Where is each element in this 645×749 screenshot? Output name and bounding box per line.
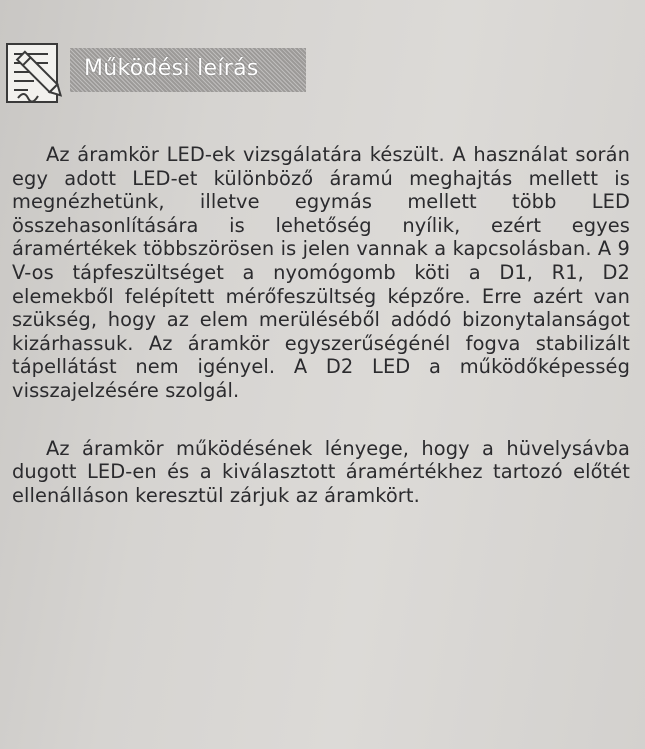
section-title: Működési leírás xyxy=(84,56,259,81)
section-header xyxy=(4,38,304,106)
paragraph-1: Az áramkör LED-ek vizsgálatára készült. A használat során egy adott LED-et különböző áramú meghajtás mellett is megnézhetünk, illetve egymás mellett több LED összehasonlítására is lehetőség nyílik, ezért egyes áramértékek többszörösen is jelen vannak a kapcsolásban. A 9 V-os tápfeszültséget a nyomógomb köti a D1, R1, D2 elemekből felépített mérőfeszültség képzőre. Erre azért van szükség, hogy az elem merüléséből adódó bizonytalanságot kizárhassuk. Az áramkör egyszerűségénél fogva stabilizált tápellátást nem igényel. A D2 LED a működőképesség visszajelzésére szolgál. xyxy=(12,143,630,402)
notepad-pencil-icon xyxy=(4,38,74,106)
paragraph-2: Az áramkör működésének lényege, hogy a hüvelysávba dugott LED-en és a kiválasztott áramértékhez tartozó előtét ellenálláson keresztül zárjuk az áramkört. xyxy=(12,436,630,507)
section-title-bar xyxy=(70,48,306,92)
body-text xyxy=(12,143,630,507)
